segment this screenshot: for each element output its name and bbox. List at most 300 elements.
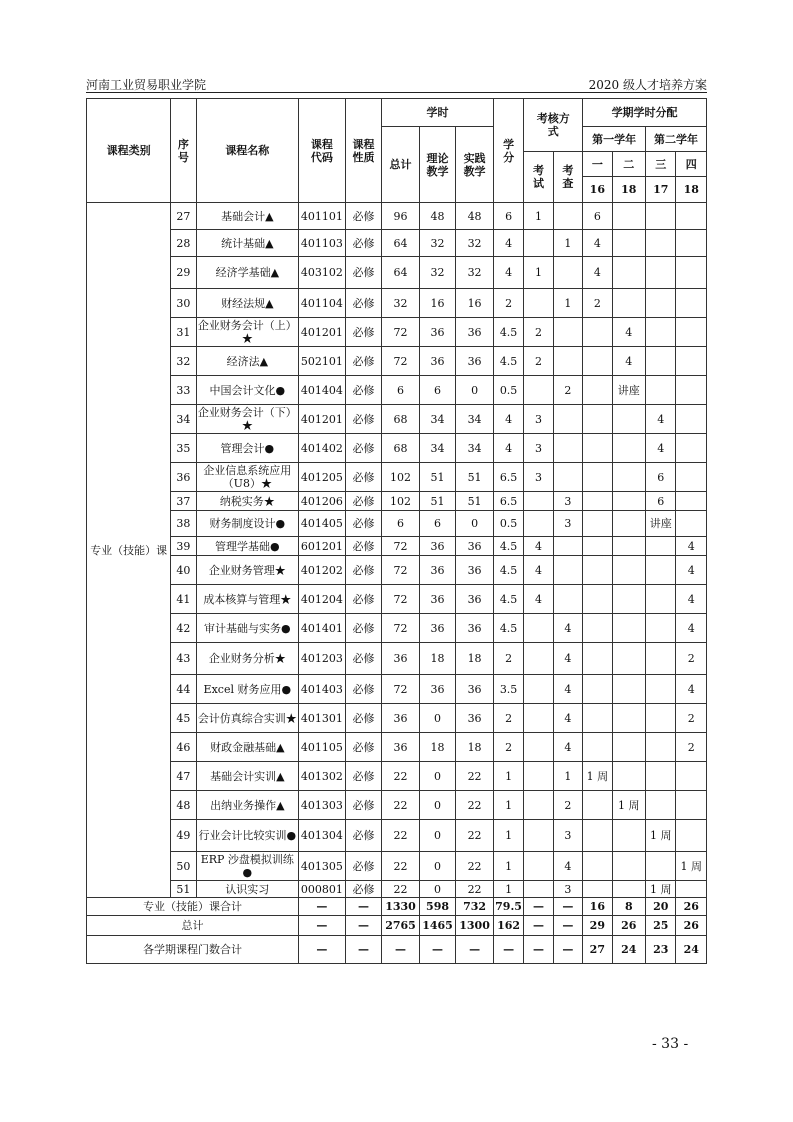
cell-code: 401101 bbox=[299, 203, 346, 230]
header-rule bbox=[86, 92, 707, 93]
cell-code: 401405 bbox=[299, 511, 346, 537]
cell-name: 企业财务管理★ bbox=[196, 556, 298, 585]
cell-credit: 4 bbox=[493, 230, 523, 257]
cell-code: 401105 bbox=[299, 733, 346, 762]
cell-exam bbox=[524, 376, 553, 405]
cell-s2: 讲座 bbox=[612, 376, 645, 405]
cell-seq: 44 bbox=[171, 675, 196, 704]
cell-s4 bbox=[676, 820, 707, 852]
cell-code: 401202 bbox=[299, 556, 346, 585]
cell-s4: 4 bbox=[676, 585, 707, 614]
cell-nature: 必修 bbox=[345, 203, 382, 230]
total-cell-nature: — bbox=[345, 916, 382, 936]
table-row bbox=[87, 434, 707, 463]
cell-s4 bbox=[676, 511, 707, 537]
cell-s4 bbox=[676, 257, 707, 289]
col-weeks-4: 18 bbox=[676, 177, 707, 203]
cell-total: 22 bbox=[382, 762, 420, 791]
col-hours-practice: 实践教学 bbox=[456, 127, 494, 203]
cell-theory: 36 bbox=[419, 675, 456, 704]
cell-s1 bbox=[583, 376, 612, 405]
cell-s2: 4 bbox=[612, 318, 645, 347]
cell-exam bbox=[524, 733, 553, 762]
cell-total: 102 bbox=[382, 492, 420, 511]
total-cell-s1: 29 bbox=[583, 916, 612, 936]
cell-practice: 48 bbox=[456, 203, 494, 230]
cell-s3 bbox=[646, 537, 676, 556]
cell-theory: 18 bbox=[419, 733, 456, 762]
col-weeks-2: 18 bbox=[612, 177, 645, 203]
cell-s1 bbox=[583, 511, 612, 537]
total-row bbox=[87, 916, 707, 936]
cell-credit: 2 bbox=[493, 289, 523, 318]
cell-nature: 必修 bbox=[345, 537, 382, 556]
cell-code: 401304 bbox=[299, 820, 346, 852]
cell-s4 bbox=[676, 881, 707, 898]
cell-practice: 32 bbox=[456, 230, 494, 257]
cell-s4 bbox=[676, 203, 707, 230]
cell-s4: 2 bbox=[676, 704, 707, 733]
total-cell-nature: — bbox=[345, 936, 382, 964]
cell-seq: 28 bbox=[171, 230, 196, 257]
cell-s2 bbox=[612, 511, 645, 537]
cell-nature: 必修 bbox=[345, 643, 382, 675]
cell-theory: 0 bbox=[419, 791, 456, 820]
cell-theory: 6 bbox=[419, 511, 456, 537]
cell-s1 bbox=[583, 881, 612, 898]
col-weeks-1: 16 bbox=[583, 177, 612, 203]
cell-nature: 必修 bbox=[345, 733, 382, 762]
cell-seq: 33 bbox=[171, 376, 196, 405]
cell-practice: 36 bbox=[456, 318, 494, 347]
cell-seq: 37 bbox=[171, 492, 196, 511]
cell-check bbox=[553, 257, 582, 289]
cell-name: 基础会计实训▲ bbox=[196, 762, 298, 791]
total-cell-exam: — bbox=[524, 916, 553, 936]
cell-name: 认识实习 bbox=[196, 881, 298, 898]
cell-s4 bbox=[676, 405, 707, 434]
cell-exam bbox=[524, 614, 553, 643]
cell-nature: 必修 bbox=[345, 820, 382, 852]
table-row bbox=[87, 614, 707, 643]
table-row bbox=[87, 405, 707, 434]
cell-theory: 18 bbox=[419, 643, 456, 675]
cell-total: 64 bbox=[382, 257, 420, 289]
cell-s4 bbox=[676, 289, 707, 318]
cell-check: 3 bbox=[553, 820, 582, 852]
cell-seq: 39 bbox=[171, 537, 196, 556]
cell-s1 bbox=[583, 643, 612, 675]
cell-nature: 必修 bbox=[345, 852, 382, 881]
cell-check: 4 bbox=[553, 852, 582, 881]
cell-credit: 2 bbox=[493, 704, 523, 733]
total-cell-s2: 24 bbox=[612, 936, 645, 964]
cell-credit: 1 bbox=[493, 820, 523, 852]
cell-s2 bbox=[612, 203, 645, 230]
cell-total: 36 bbox=[382, 733, 420, 762]
cell-seq: 48 bbox=[171, 791, 196, 820]
table-row bbox=[87, 585, 707, 614]
cell-name: 企业财务分析★ bbox=[196, 643, 298, 675]
cell-credit: 4 bbox=[493, 434, 523, 463]
cell-s2 bbox=[612, 675, 645, 704]
cell-seq: 32 bbox=[171, 347, 196, 376]
cell-total: 72 bbox=[382, 675, 420, 704]
cell-s3 bbox=[646, 347, 676, 376]
cell-exam: 2 bbox=[524, 347, 553, 376]
cell-total: 22 bbox=[382, 820, 420, 852]
col-weeks-3: 17 bbox=[646, 177, 676, 203]
total-cell-s4: 26 bbox=[676, 916, 707, 936]
cell-exam: 3 bbox=[524, 434, 553, 463]
cell-total: 6 bbox=[382, 511, 420, 537]
cell-s1 bbox=[583, 405, 612, 434]
cell-code: 401401 bbox=[299, 614, 346, 643]
cell-credit: 4.5 bbox=[493, 585, 523, 614]
cell-practice: 22 bbox=[456, 762, 494, 791]
table-row bbox=[87, 852, 707, 881]
cell-s3 bbox=[646, 733, 676, 762]
cell-credit: 2 bbox=[493, 733, 523, 762]
col-exam: 考试 bbox=[524, 152, 553, 203]
col-credit: 学分 bbox=[493, 99, 523, 203]
cell-s1 bbox=[583, 820, 612, 852]
cell-name: 中国会计文化● bbox=[196, 376, 298, 405]
cell-s4: 1 周 bbox=[676, 852, 707, 881]
cell-code: 401201 bbox=[299, 318, 346, 347]
header-school: 河南工业贸易职业学院 bbox=[86, 78, 207, 92]
cell-name: 纳税实务★ bbox=[196, 492, 298, 511]
cell-practice: 18 bbox=[456, 643, 494, 675]
cell-s3 bbox=[646, 318, 676, 347]
cell-theory: 36 bbox=[419, 585, 456, 614]
cell-check: 4 bbox=[553, 704, 582, 733]
cell-practice: 16 bbox=[456, 289, 494, 318]
cell-theory: 48 bbox=[419, 203, 456, 230]
cell-exam: 4 bbox=[524, 585, 553, 614]
cell-name: 管理学基础● bbox=[196, 537, 298, 556]
cell-seq: 51 bbox=[171, 881, 196, 898]
cell-seq: 42 bbox=[171, 614, 196, 643]
cell-credit: 4.5 bbox=[493, 537, 523, 556]
cell-s2 bbox=[612, 733, 645, 762]
cell-check: 1 bbox=[553, 762, 582, 791]
cell-s1 bbox=[583, 492, 612, 511]
table-row bbox=[87, 230, 707, 257]
cell-theory: 36 bbox=[419, 556, 456, 585]
cell-check bbox=[553, 537, 582, 556]
cell-s3 bbox=[646, 585, 676, 614]
cell-s3 bbox=[646, 704, 676, 733]
cell-name: 基础会计▲ bbox=[196, 203, 298, 230]
total-cell-total: 2765 bbox=[382, 916, 420, 936]
cell-s1: 4 bbox=[583, 257, 612, 289]
cell-s3 bbox=[646, 852, 676, 881]
col-exam-mode: 考核方式 bbox=[524, 99, 583, 152]
cell-nature: 必修 bbox=[345, 585, 382, 614]
table-row bbox=[87, 762, 707, 791]
total-cell-check: — bbox=[553, 898, 582, 916]
cell-seq: 38 bbox=[171, 511, 196, 537]
cell-credit: 0.5 bbox=[493, 376, 523, 405]
cell-s4 bbox=[676, 762, 707, 791]
cell-theory: 0 bbox=[419, 704, 456, 733]
cell-nature: 必修 bbox=[345, 318, 382, 347]
cell-exam bbox=[524, 881, 553, 898]
cell-s2 bbox=[612, 762, 645, 791]
cell-code: 401303 bbox=[299, 791, 346, 820]
cell-seq: 50 bbox=[171, 852, 196, 881]
header-doc-title: 2020 级人才培养方案 bbox=[588, 78, 707, 92]
cell-name: 企业信息系统应用（U8）★ bbox=[196, 463, 298, 492]
cell-total: 72 bbox=[382, 556, 420, 585]
cell-code: 401203 bbox=[299, 643, 346, 675]
cell-seq: 27 bbox=[171, 203, 196, 230]
cell-s1: 6 bbox=[583, 203, 612, 230]
cell-s2 bbox=[612, 820, 645, 852]
table-row bbox=[87, 463, 707, 492]
cell-credit: 4 bbox=[493, 405, 523, 434]
cell-s3 bbox=[646, 614, 676, 643]
cell-code: 403102 bbox=[299, 257, 346, 289]
cell-practice: 36 bbox=[456, 537, 494, 556]
cell-s3 bbox=[646, 675, 676, 704]
cell-exam bbox=[524, 852, 553, 881]
table-row bbox=[87, 881, 707, 898]
cell-seq: 49 bbox=[171, 820, 196, 852]
col-nature: 课程性质 bbox=[345, 99, 382, 203]
cell-credit: 4.5 bbox=[493, 556, 523, 585]
table-row bbox=[87, 675, 707, 704]
cell-seq: 34 bbox=[171, 405, 196, 434]
cell-total: 72 bbox=[382, 585, 420, 614]
cell-practice: 51 bbox=[456, 492, 494, 511]
cell-name: 行业会计比较实训● bbox=[196, 820, 298, 852]
cell-s3: 1 周 bbox=[646, 820, 676, 852]
cell-s4 bbox=[676, 434, 707, 463]
cell-code: 401403 bbox=[299, 675, 346, 704]
cell-exam bbox=[524, 289, 553, 318]
cell-s1 bbox=[583, 852, 612, 881]
cell-total: 22 bbox=[382, 881, 420, 898]
table-row bbox=[87, 376, 707, 405]
cell-s4 bbox=[676, 791, 707, 820]
cell-s3: 1 周 bbox=[646, 881, 676, 898]
cell-seq: 35 bbox=[171, 434, 196, 463]
cell-code: 000801 bbox=[299, 881, 346, 898]
total-cell-s2: 26 bbox=[612, 916, 645, 936]
cell-s2 bbox=[612, 852, 645, 881]
cell-s1 bbox=[583, 733, 612, 762]
cell-s2 bbox=[612, 492, 645, 511]
cell-check: 2 bbox=[553, 791, 582, 820]
cell-theory: 0 bbox=[419, 762, 456, 791]
cell-nature: 必修 bbox=[345, 675, 382, 704]
total-cell-credit: 162 bbox=[493, 916, 523, 936]
table-row bbox=[87, 820, 707, 852]
cell-credit: 0.5 bbox=[493, 511, 523, 537]
cell-s4 bbox=[676, 492, 707, 511]
cell-s3: 4 bbox=[646, 405, 676, 434]
cell-s4 bbox=[676, 376, 707, 405]
total-cell-credit: — bbox=[493, 936, 523, 964]
cell-code: 401104 bbox=[299, 289, 346, 318]
cell-s2 bbox=[612, 434, 645, 463]
cell-seq: 41 bbox=[171, 585, 196, 614]
cell-s3: 讲座 bbox=[646, 511, 676, 537]
cell-s1 bbox=[583, 556, 612, 585]
cell-code: 502101 bbox=[299, 347, 346, 376]
table-row bbox=[87, 289, 707, 318]
total-cell-credit: 79.5 bbox=[493, 898, 523, 916]
cell-s1 bbox=[583, 434, 612, 463]
cell-exam bbox=[524, 791, 553, 820]
cell-s1 bbox=[583, 675, 612, 704]
cell-nature: 必修 bbox=[345, 614, 382, 643]
cell-s4: 2 bbox=[676, 643, 707, 675]
cell-code: 401302 bbox=[299, 762, 346, 791]
cell-credit: 4.5 bbox=[493, 318, 523, 347]
cell-s1 bbox=[583, 463, 612, 492]
cell-s3 bbox=[646, 556, 676, 585]
cell-seq: 47 bbox=[171, 762, 196, 791]
cell-total: 72 bbox=[382, 537, 420, 556]
cell-exam: 2 bbox=[524, 318, 553, 347]
cell-credit: 6.5 bbox=[493, 463, 523, 492]
cell-s4: 4 bbox=[676, 614, 707, 643]
cell-name: 出纳业务操作▲ bbox=[196, 791, 298, 820]
cell-total: 96 bbox=[382, 203, 420, 230]
table-row bbox=[87, 537, 707, 556]
total-cell-s1: 27 bbox=[583, 936, 612, 964]
cell-practice: 36 bbox=[456, 585, 494, 614]
cell-check: 1 bbox=[553, 230, 582, 257]
cell-s3: 6 bbox=[646, 463, 676, 492]
cell-nature: 必修 bbox=[345, 463, 382, 492]
cell-check bbox=[553, 203, 582, 230]
cell-exam bbox=[524, 230, 553, 257]
cell-s1 bbox=[583, 537, 612, 556]
cell-nature: 必修 bbox=[345, 762, 382, 791]
cell-practice: 36 bbox=[456, 614, 494, 643]
cell-theory: 32 bbox=[419, 257, 456, 289]
cell-name: 企业财务会计（下）★ bbox=[197, 406, 297, 432]
total-label: 专业（技能）课合计 bbox=[87, 898, 299, 916]
cell-total: 68 bbox=[382, 434, 420, 463]
cell-check: 4 bbox=[553, 675, 582, 704]
total-cell-total: — bbox=[382, 936, 420, 964]
cell-name: 管理会计● bbox=[196, 434, 298, 463]
table-row bbox=[87, 556, 707, 585]
total-cell-code: — bbox=[299, 898, 346, 916]
cell-total: 32 bbox=[382, 289, 420, 318]
cell-s3 bbox=[646, 289, 676, 318]
col-sem-1: 一 bbox=[583, 152, 612, 177]
cell-practice: 0 bbox=[456, 376, 494, 405]
cell-theory: 36 bbox=[419, 537, 456, 556]
table-row bbox=[87, 791, 707, 820]
cell-nature: 必修 bbox=[345, 257, 382, 289]
cell-credit: 1 bbox=[493, 852, 523, 881]
total-cell-theory: 598 bbox=[419, 898, 456, 916]
total-cell-s3: 20 bbox=[646, 898, 676, 916]
cell-check: 4 bbox=[553, 733, 582, 762]
col-year2: 第二学年 bbox=[646, 127, 707, 152]
cell-credit: 1 bbox=[493, 762, 523, 791]
table-row bbox=[87, 203, 707, 230]
cell-total: 72 bbox=[382, 614, 420, 643]
cell-s4 bbox=[676, 347, 707, 376]
cell-check: 4 bbox=[553, 643, 582, 675]
course-table bbox=[86, 98, 707, 964]
cell-s3: 6 bbox=[646, 492, 676, 511]
total-cell-check: — bbox=[553, 916, 582, 936]
cell-s2 bbox=[612, 643, 645, 675]
cell-practice: 18 bbox=[456, 733, 494, 762]
cell-s2 bbox=[612, 463, 645, 492]
total-cell-s1: 16 bbox=[583, 898, 612, 916]
col-code: 课程代码 bbox=[299, 99, 346, 203]
cell-s2 bbox=[612, 230, 645, 257]
table-row bbox=[87, 511, 707, 537]
cell-total: 68 bbox=[382, 405, 420, 434]
total-cell-exam: — bbox=[524, 898, 553, 916]
table-row bbox=[87, 492, 707, 511]
cell-practice: 36 bbox=[456, 675, 494, 704]
cell-s1 bbox=[583, 318, 612, 347]
cell-credit: 6.5 bbox=[493, 492, 523, 511]
cell-total: 64 bbox=[382, 230, 420, 257]
cell-theory: 6 bbox=[419, 376, 456, 405]
cell-seq: 43 bbox=[171, 643, 196, 675]
cell-seq: 30 bbox=[171, 289, 196, 318]
cell-s2: 4 bbox=[612, 347, 645, 376]
cell-s2 bbox=[612, 881, 645, 898]
cell-code: 401206 bbox=[299, 492, 346, 511]
cell-exam bbox=[524, 675, 553, 704]
col-hours-total: 总计 bbox=[382, 127, 420, 203]
cell-nature: 必修 bbox=[345, 434, 382, 463]
total-cell-nature: — bbox=[345, 898, 382, 916]
col-sem-4: 四 bbox=[676, 152, 707, 177]
cell-s2: 1 周 bbox=[612, 791, 645, 820]
cell-s3 bbox=[646, 203, 676, 230]
cell-theory: 51 bbox=[419, 463, 456, 492]
cell-total: 36 bbox=[382, 704, 420, 733]
cell-theory: 0 bbox=[419, 820, 456, 852]
cell-credit: 4.5 bbox=[493, 614, 523, 643]
cell-name: 成本核算与管理★ bbox=[196, 585, 298, 614]
cell-name: 经济法▲ bbox=[196, 347, 298, 376]
cell-theory: 51 bbox=[419, 492, 456, 511]
table-row bbox=[87, 347, 707, 376]
cell-check bbox=[553, 318, 582, 347]
cell-nature: 必修 bbox=[345, 511, 382, 537]
total-cell-practice: — bbox=[456, 936, 494, 964]
course-category-cell: 专业（技能）课 bbox=[87, 203, 171, 898]
cell-name: ERP 沙盘模拟训练● bbox=[196, 852, 298, 881]
total-cell-s3: 25 bbox=[646, 916, 676, 936]
total-cell-exam: — bbox=[524, 936, 553, 964]
cell-seq: 46 bbox=[171, 733, 196, 762]
cell-s1 bbox=[583, 704, 612, 733]
cell-code: 401402 bbox=[299, 434, 346, 463]
col-seq: 序号 bbox=[171, 99, 196, 203]
cell-s3 bbox=[646, 791, 676, 820]
cell-s2 bbox=[612, 585, 645, 614]
cell-name: Excel 财务应用● bbox=[196, 675, 298, 704]
table-row bbox=[87, 257, 707, 289]
